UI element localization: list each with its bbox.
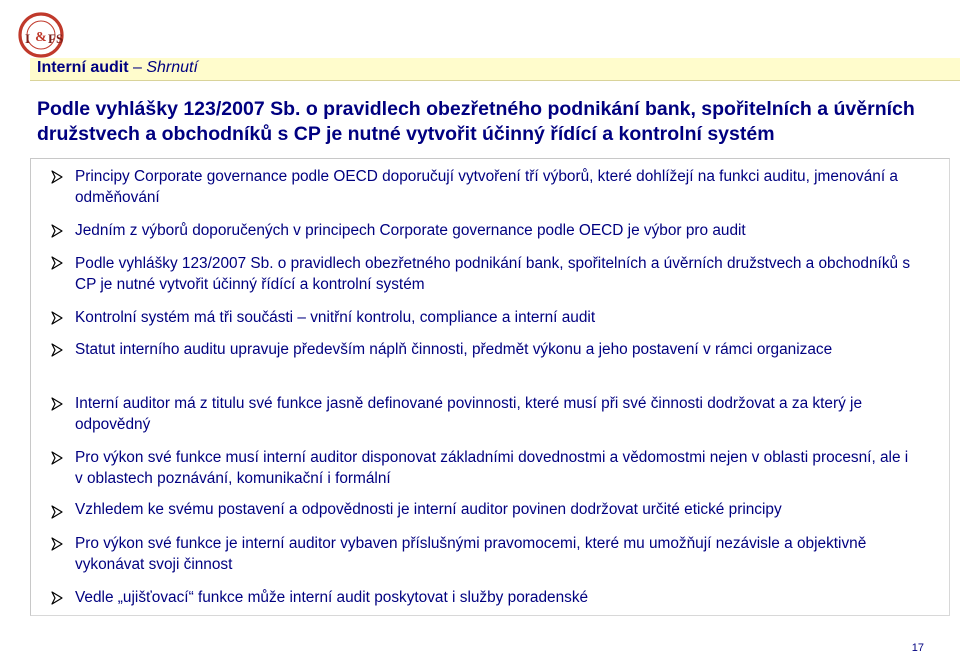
svg-text:&: & xyxy=(35,30,47,45)
arrow-bullet-icon xyxy=(50,256,64,270)
svg-text:FS: FS xyxy=(48,31,64,46)
section-title xyxy=(37,59,198,77)
arrow-bullet-icon xyxy=(50,311,64,325)
arrow-bullet-icon xyxy=(50,224,64,238)
page-number: 17 xyxy=(911,642,924,654)
company-logo-icon xyxy=(15,10,69,60)
svg-text:I: I xyxy=(25,31,31,46)
list-item: Principy Corporate governance podle OECD doporučují vytvoření tří výborů, které dohlížejí na funkci auditu, jmenování a odměňování xyxy=(75,168,898,206)
arrow-bullet-icon xyxy=(50,591,64,605)
list-item: Interní auditor má z titulu své funkce jasně definované povinnosti, které musí při své činnosti dodržovat a za který je odpovědný xyxy=(75,395,863,433)
arrow-bullet-icon xyxy=(50,397,64,411)
section-title-separator: – xyxy=(128,59,147,76)
section-subtitle: Shrnutí xyxy=(146,59,198,76)
list-item: Vedle „ujišťovací“ funkce může interní audit poskytovat i služby poradenské xyxy=(75,589,589,606)
section-title-main: Interní audit xyxy=(37,59,129,76)
arrow-bullet-icon xyxy=(50,451,64,465)
list-item: Kontrolní systém má tři součásti – vnitřní kontrolu, compliance a interní audit xyxy=(75,309,596,326)
arrow-bullet-icon xyxy=(50,170,64,184)
list-item: Statut interního auditu upravuje především náplň činnosti, předmět výkonu a jeho postavení v rámci organizace xyxy=(75,341,833,358)
arrow-bullet-icon xyxy=(50,537,64,551)
list-item: Pro výkon své funkce je interní auditor vybaven příslušnými pravomocemi, které mu umožňují nezávisle a objektivně vykonávat svoji činnost xyxy=(75,535,867,573)
list-item: Pro výkon své funkce musí interní auditor disponovat základními dovednostmi a vědomostmi nejen v oblasti procesní, ale i v oblastech poznávání, komunikační i formální xyxy=(75,449,909,487)
arrow-bullet-icon xyxy=(50,505,64,519)
slide-heading: Podle vyhlášky 123/2007 Sb. o pravidlech obezřetného podnikání bank, spořitelních a úvěrních družstvech a obchodníků s CP je nutné vytvořit účinný řídící a kontrolní systém xyxy=(37,98,915,145)
list-item: Jedním z výborů doporučených v principech Corporate governance podle OECD je výbor pro audit xyxy=(75,222,746,239)
list-item: Vzhledem ke svému postavení a odpovědnosti je interní auditor povinen dodržovat určité etické principy xyxy=(75,501,782,518)
list-item: Podle vyhlášky 123/2007 Sb. o pravidlech obezřetného podnikání bank, spořitelních a úvěrních družstvech a obchodníků s CP je nutné vytvořit účinný řídící a kontrolní systém xyxy=(75,255,911,293)
arrow-bullet-icon xyxy=(50,343,64,357)
